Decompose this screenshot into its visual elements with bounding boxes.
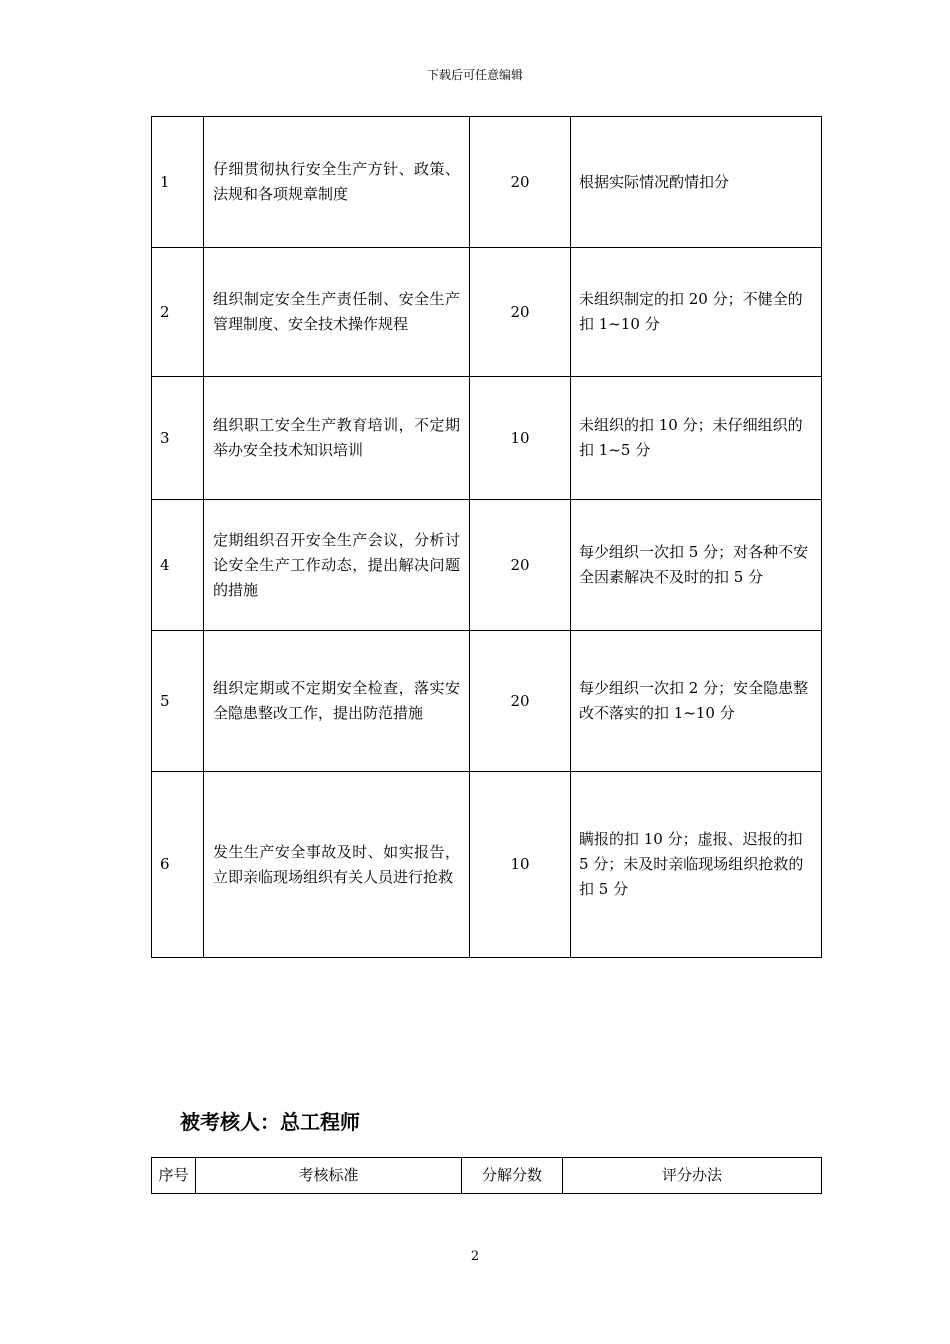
row-standard: 定期组织召开安全生产会议，分析讨论安全生产工作动态，提出解决问题的措施	[204, 500, 470, 631]
table-row	[152, 772, 822, 958]
row-standard: 组织制定安全生产责任制、安全生产管理制度、安全技术操作规程	[204, 248, 470, 377]
row-method: 瞒报的扣 10 分；虚报、迟报的扣 5 分；未及时亲临现场组织抢救的扣 5 分	[571, 772, 822, 958]
header-no: 序号	[152, 1158, 196, 1194]
row-standard: 组织定期或不定期安全检查，落实安全隐患整改工作，提出防范措施	[204, 631, 470, 772]
row-number: 6	[152, 772, 204, 958]
header-method: 评分办法	[563, 1158, 822, 1194]
row-score: 10	[470, 377, 571, 500]
row-standard: 发生生产安全事故及时、如实报告，立即亲临现场组织有关人员进行抢救	[204, 772, 470, 958]
row-score: 10	[470, 772, 571, 958]
row-standard: 组织职工安全生产教育培训，不定期举办安全技术知识培训	[204, 377, 470, 500]
row-method: 每少组织一次扣 5 分；对各种不安全因素解决不及时的扣 5 分	[571, 500, 822, 631]
table-row	[152, 117, 822, 248]
row-method: 每少组织一次扣 2 分；安全隐患整改不落实的扣 1~10 分	[571, 631, 822, 772]
row-score: 20	[470, 117, 571, 248]
row-method: 未组织的扣 10 分；未仔细组织的扣 1~5 分	[571, 377, 822, 500]
assessment-header-table	[151, 1157, 822, 1194]
table-row	[152, 248, 822, 377]
row-number: 5	[152, 631, 204, 772]
row-standard: 仔细贯彻执行安全生产方针、政策、法规和各项规章制度	[204, 117, 470, 248]
row-score: 20	[470, 500, 571, 631]
row-number: 1	[152, 117, 204, 248]
row-method: 未组织制定的扣 20 分；不健全的扣 1~10 分	[571, 248, 822, 377]
table-row	[152, 377, 822, 500]
header-standard: 考核标准	[196, 1158, 462, 1194]
row-score: 20	[470, 248, 571, 377]
page-number: 2	[470, 1249, 480, 1264]
header-note: 下载后可任意编辑	[426, 68, 523, 82]
row-number: 2	[152, 248, 204, 377]
table-header-row	[152, 1158, 822, 1194]
assessment-table	[151, 116, 822, 958]
row-score: 20	[470, 631, 571, 772]
table-row	[152, 500, 822, 631]
row-number: 4	[152, 500, 204, 631]
table-row	[152, 631, 822, 772]
row-number: 3	[152, 377, 204, 500]
header-score: 分解分数	[462, 1158, 563, 1194]
row-method: 根据实际情况酌情扣分	[571, 117, 822, 248]
section-title: 被考核人：总工程师	[180, 1110, 360, 1134]
